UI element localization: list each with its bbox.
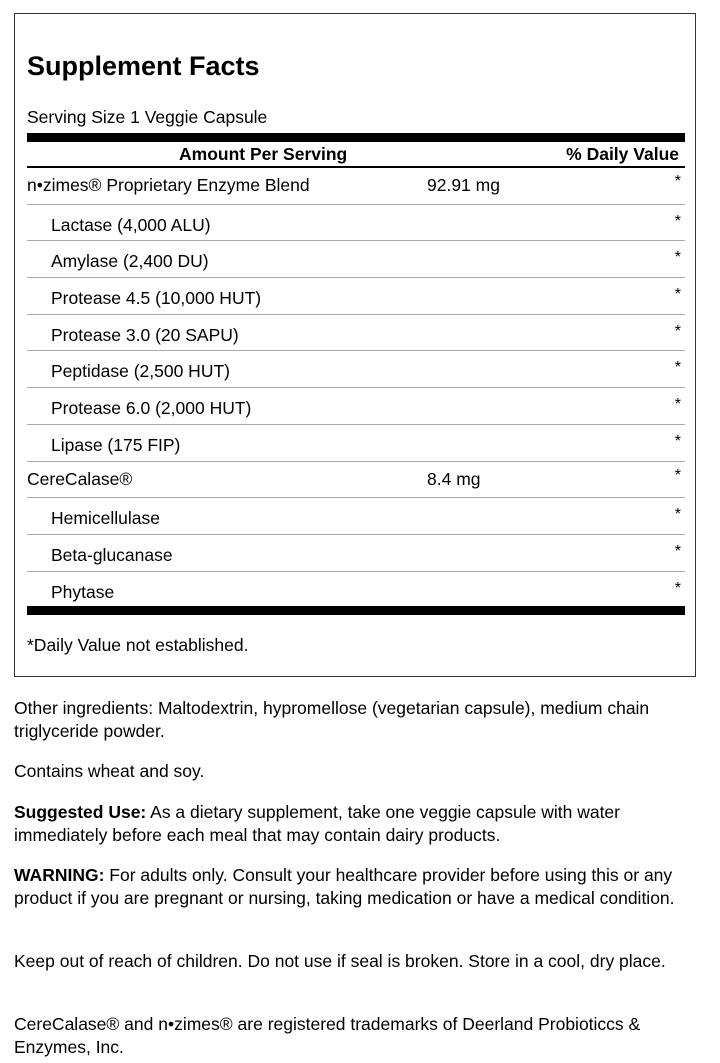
ingredient-name: Beta-glucanase: [51, 544, 173, 565]
daily-value-mark: *: [674, 359, 681, 377]
ingredient-row: [27, 535, 685, 572]
storage-instructions: Keep out of reach of children. Do not use if seal is broken. Store in a cool, dry place.: [14, 951, 666, 971]
ingredient-name: Peptidase (2,500 HUT): [51, 361, 230, 382]
ingredient-row: [27, 498, 685, 535]
warning: [14, 864, 704, 909]
bottom-thick-divider: [27, 606, 685, 615]
serving-size: Serving Size 1 Veggie Capsule: [27, 107, 268, 127]
top-thick-divider: [27, 133, 685, 142]
ingredient-name: Phytase: [51, 581, 115, 602]
daily-value-mark: *: [674, 322, 681, 340]
daily-value-mark: *: [674, 286, 681, 304]
daily-value-mark: *: [674, 466, 681, 484]
ingredient-row: [27, 205, 685, 242]
warning-label: WARNING:: [14, 865, 105, 885]
ingredient-name: Lactase (4,000 ALU): [51, 214, 211, 235]
daily-value-mark: *: [674, 396, 681, 414]
ingredient-row: [27, 241, 685, 278]
ingredient-row: [27, 462, 685, 499]
ingredient-name: Lipase (175 FIP): [51, 434, 181, 455]
ingredient-name: Protease 6.0 (2,000 HUT): [51, 398, 252, 419]
panel-title: Supplement Facts: [27, 51, 260, 81]
ingredient-name: CereCalase®: [27, 468, 133, 489]
daily-value-mark: *: [674, 579, 681, 597]
ingredient-row: [27, 572, 685, 609]
daily-value-mark: *: [674, 432, 681, 450]
ingredient-amount: 8.4 mg: [427, 468, 481, 489]
suggested-use-text: As a dietary supplement, take one veggie capsule with water immediately before each meal that may contain dairy products.: [14, 802, 620, 845]
daily-value-header: % Daily Value: [566, 144, 679, 164]
ingredient-amount: 92.91 mg: [427, 175, 500, 195]
daily-value-mark: *: [674, 542, 681, 560]
supplement-facts-panel: [14, 13, 696, 677]
facts-header-row: [27, 142, 685, 166]
trademark-notice: CereCalase® and n•zimes® are registered trademarks of Deerland Probioticcs & Enzymes, Inc.: [14, 1014, 641, 1057]
facts-rows: [27, 168, 685, 608]
daily-value-mark: *: [674, 249, 681, 267]
other-ingredients: Other ingredients: Maltodextrin, hypromellose (vegetarian capsule), medium chain triglyceride powder.: [14, 698, 650, 741]
suggested-use: [14, 801, 704, 846]
ingredient-row: [27, 168, 685, 205]
daily-value-mark: *: [674, 212, 681, 230]
ingredient-name: n•zimes® Proprietary Enzyme Blend: [27, 175, 310, 195]
ingredient-row: [27, 278, 685, 315]
daily-value-mark: *: [674, 173, 681, 190]
ingredient-name: Protease 3.0 (20 SAPU): [51, 324, 239, 345]
daily-value-footnote: *Daily Value not established.: [27, 635, 249, 655]
ingredient-row: [27, 315, 685, 352]
daily-value-mark: *: [674, 506, 681, 524]
allergen-statement: Contains wheat and soy.: [14, 761, 205, 781]
ingredient-name: Protease 4.5 (10,000 HUT): [51, 288, 262, 309]
ingredient-name: Hemicellulase: [51, 508, 160, 529]
ingredient-name: Amylase (2,400 DU): [51, 251, 209, 272]
ingredient-row: [27, 425, 685, 462]
ingredient-row: [27, 351, 685, 388]
suggested-use-label: Suggested Use:: [14, 802, 147, 822]
warning-text: For adults only. Consult your healthcare provider before using this or any product if you are pregnant or nursing, taking medication or have a medical condition.: [14, 865, 675, 908]
ingredient-row: [27, 388, 685, 425]
amount-per-serving-header: Amount Per Serving: [179, 144, 348, 164]
